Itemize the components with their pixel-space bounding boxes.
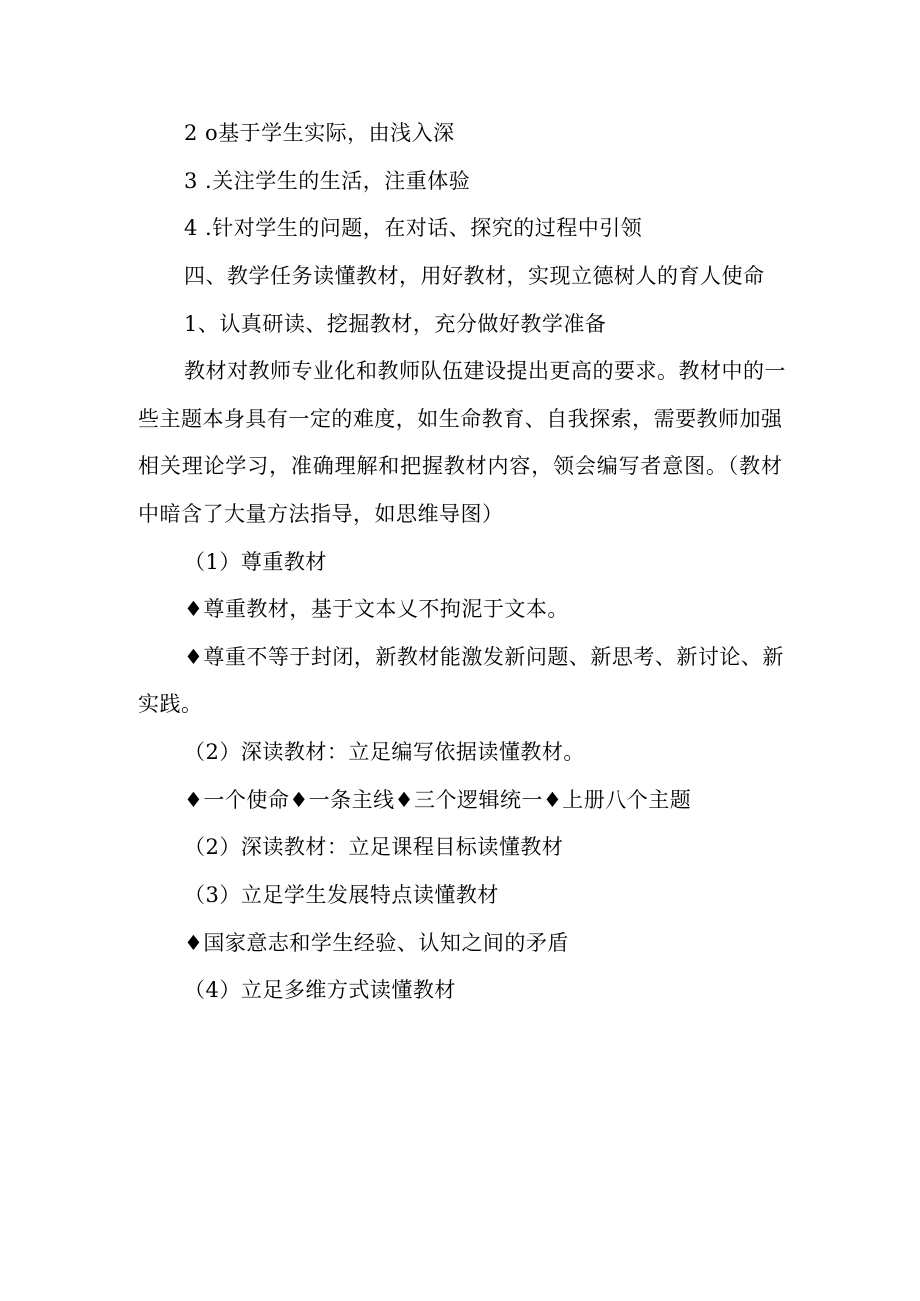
list-item-4: 4 .针对学生的问题，在对话、探究的过程中引领: [184, 216, 643, 240]
paragraph-line-2: 些主题本身具有一定的难度，如生命教育、自我探索，需要教师加强: [138, 407, 782, 431]
item-heading-3: （3）立足学生发展特点读懂教材: [184, 883, 499, 907]
bullet-item: ♦尊重教材，基于文本乂不拘泥于文本。: [184, 597, 569, 621]
bullet-item: ♦国家意志和学生经验、认知之间的矛盾: [184, 931, 569, 955]
list-item-2: 2 o基于学生实际，由浅入深: [184, 121, 455, 145]
subsection-heading-1: 1、认真研读、挖掘教材，充分做好教学准备: [184, 312, 607, 336]
paragraph-line-1: 教材对教师专业化和教师队伍建设提出更高的要求。教材中的一: [184, 359, 786, 383]
item-heading-1: （1）尊重教材: [184, 550, 327, 574]
paragraph-line-4: 中暗含了大量方法指导，如思维导图）: [138, 502, 504, 526]
bullet-item: ♦尊重不等于封闭，新教材能激发新问题、新思考、新讨论、新: [184, 645, 784, 669]
bullet-item: ♦一个使命♦一条主线♦三个逻辑统一♦上册八个主题: [184, 788, 692, 812]
item-heading-4: （4）立足多维方式读懂教材: [184, 978, 456, 1002]
section-heading-4: 四、教学任务读懂教材，用好教材，实现立德树人的育人使命: [184, 264, 765, 288]
paragraph-line-3: 相关理论学习，准确理解和把握教材内容，领会编写者意图。（教材: [138, 454, 782, 478]
bullet-item-continuation: 实践。: [138, 692, 203, 716]
item-heading-2: （2）深读教材：立足编写依据读懂教材。: [184, 740, 585, 764]
item-heading-2b: （2）深读教材：立足课程目标读懂教材: [184, 835, 564, 859]
list-item-3: 3 .关注学生的生活，注重体验: [184, 169, 471, 193]
